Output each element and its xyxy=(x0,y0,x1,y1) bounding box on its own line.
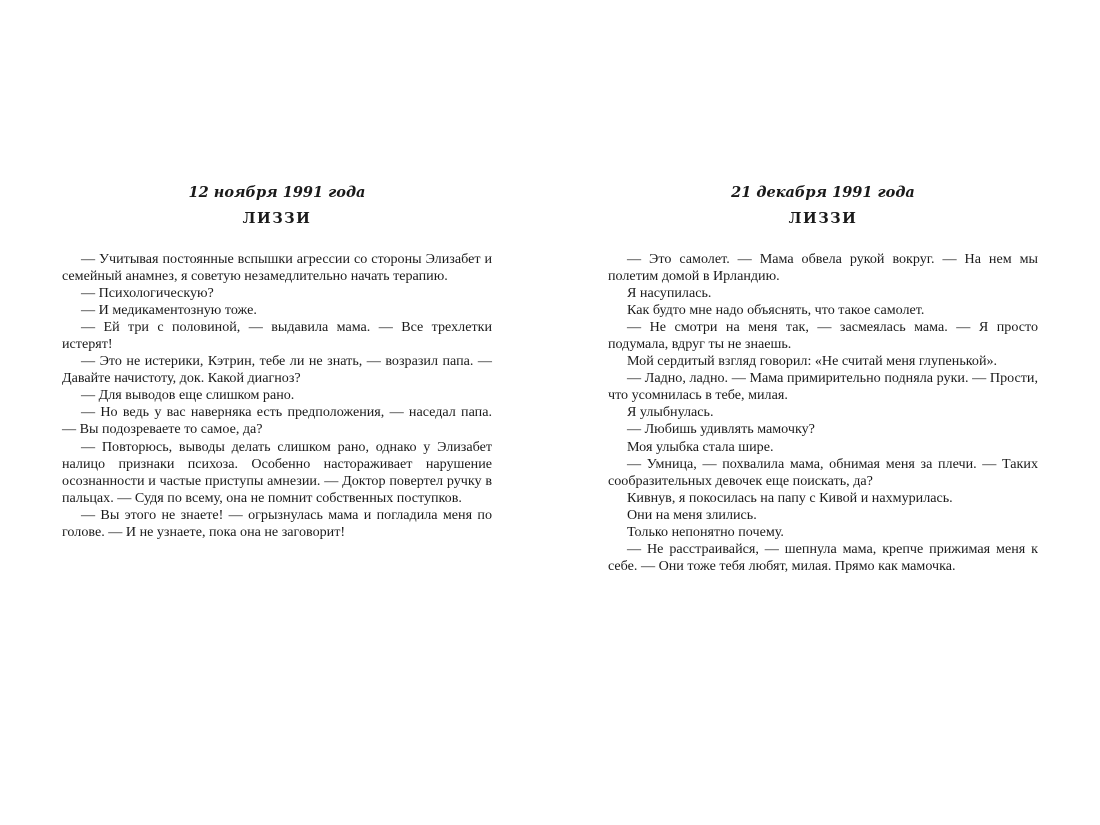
paragraph: — Ей три с половиной, — выдавила мама. — Все трехлетки истерят! xyxy=(62,319,492,353)
paragraph: — Это не истерики, Кэтрин, тебе ли не знать, — возразил папа. — Давайте начистоту, док. Какой диагноз? xyxy=(62,353,492,387)
paragraph: — Любишь удивлять мамочку? xyxy=(627,421,815,438)
chapter-date: 12 ноября 1991 года xyxy=(188,184,366,201)
chapter-body xyxy=(608,251,1038,575)
paragraph: Я улыбнулась. xyxy=(627,404,714,421)
paragraph: Мой сердитый взгляд говорил: «Не считай меня глупенькой». xyxy=(627,353,998,370)
paragraph: Я насупилась. xyxy=(627,285,712,302)
chapter-date: 21 декабря 1991 года xyxy=(731,184,915,201)
paragraph: Кивнув, я покосилась на папу с Кивой и нахмурилась. xyxy=(627,489,953,506)
paragraph: — Психологическую? xyxy=(81,285,214,302)
paragraph: — Умница, — похвалила мама, обнимая меня за плечи. — Таких сообразительных девочек еще поискать, да? xyxy=(608,455,1038,489)
paragraph: — Вы этого не знаете! — огрызнулась мама и погладила меня по голове. — И не узнаете, пока она не заговорит! xyxy=(62,506,492,540)
chapter-title: ЛИЗЗИ xyxy=(788,210,858,227)
paragraph: — Это самолет. — Мама обвела рукой вокруг. — На нем мы полетим домой в Ирландию. xyxy=(608,251,1038,285)
paragraph: — Ладно, ладно. — Мама примирительно подняла руки. — Прости, что усомнилась в тебе, милая. xyxy=(608,370,1038,404)
paragraph: — Не расстраивайся, — шепнула мама, крепче прижимая меня к себе. — Они тоже тебя любят, милая. Прямо как мамочка. xyxy=(608,540,1038,574)
paragraph: — И медикаментозную тоже. xyxy=(81,302,257,319)
paragraph: — Учитывая постоянные вспышки агрессии со стороны Элизабет и семейный анамнез, я советую незамедлительно начать терапию. xyxy=(62,251,492,285)
paragraph: — Повторюсь, выводы делать слишком рано, однако у Элизабет налицо признаки психоза. Особенно настораживает нарушение осознанности и частые приступы амнезии. — Доктор повертел ручку в пальцах. — Судя по всему, она не помнит собственных поступков. xyxy=(62,438,492,506)
paragraph: — Но ведь у вас наверняка есть предположения, — наседал папа. — Вы подозреваете то самое, да? xyxy=(62,404,492,438)
paragraph: — Для выводов еще слишком рано. xyxy=(81,387,295,404)
paragraph: — Не смотри на меня так, — засмеялась мама. — Я просто подумала, вдруг ты не знаешь. xyxy=(608,319,1038,353)
chapter-body xyxy=(62,251,492,541)
chapter-title: ЛИЗЗИ xyxy=(242,210,312,227)
paragraph: Моя улыбка стала шире. xyxy=(627,438,774,455)
paragraph: Как будто мне надо объяснять, что такое самолет. xyxy=(627,302,925,319)
paragraph: Они на меня злились. xyxy=(627,506,757,523)
paragraph: Только непонятно почему. xyxy=(627,523,784,540)
